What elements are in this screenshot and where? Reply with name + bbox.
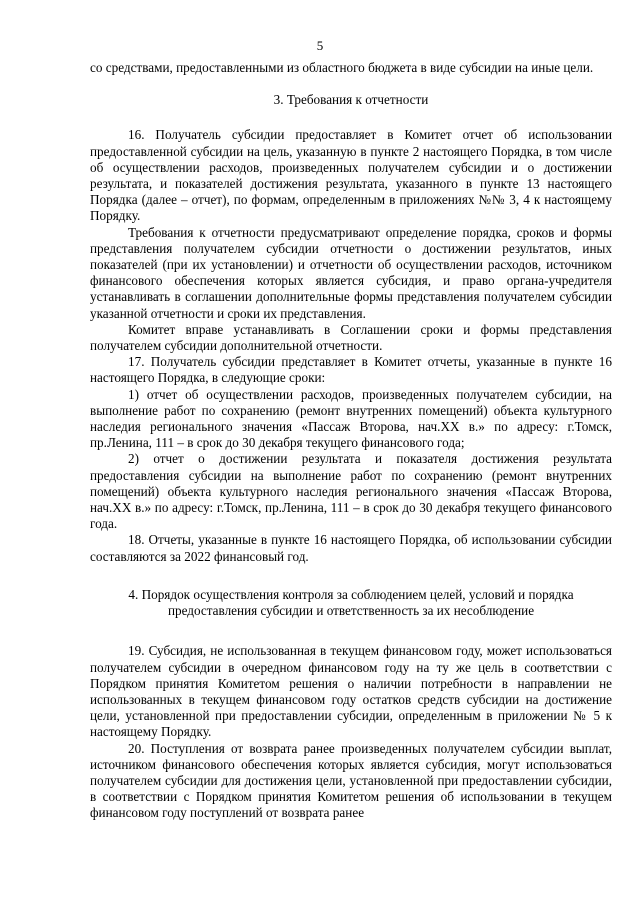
paragraph: 17. Получатель субсидии представляет в Комитет отчеты, указанные в пункте 16 настоящего Порядка, в следующие сроки: — [90, 354, 612, 386]
spacer — [90, 108, 612, 127]
section-heading: 4. Порядок осуществления контроля за соблюдением целей, условий и порядка предоставления субсидии и ответственность за их несоблюдение — [128, 586, 574, 619]
section-heading: 3. Требования к отчетности — [273, 92, 429, 108]
paragraph: 18. Отчеты, указанные в пункте 16 настоящего Порядка, об использовании субсидии составляются за 2022 финансовый год. — [90, 532, 612, 564]
paragraph: 2) отчет о достижении результата и показателя достижения результата предоставления субсидии на выполнение работ по сохранению (ремонт внутренних помещений) объекта культурного наследия регионального значения «Пассаж Второва, нач.XX в.» по адресу: г.Томск, пр.Ленина, 111 – в срок до 30 декабря текущего финансового года. — [90, 451, 612, 532]
paragraph: со средствами, предоставленными из областного бюджета в виде субсидии на иные цели. — [90, 60, 594, 75]
document-body — [90, 60, 612, 822]
paragraph: Комитет вправе устанавливать в Соглашении сроки и формы представления получателем субсидии дополнительной отчетности. — [90, 321, 612, 354]
paragraph: 16. Получатель субсидии предоставляет в Комитет отчет об использовании предоставленной субсидии на цель, указанную в пункте 2 настоящего Порядка, в том числе об осуществлении расходов, произведенных получателем субсидии и о достижении результата, и показателей достижения результата, указанного в пункте 13 настоящего Порядка (далее – отчет), по формам, определенным в приложениях №№ 3, 4 к настоящему Порядку. — [90, 127, 612, 224]
paragraph: 20. Поступления от возврата ранее произведенных получателем субсидии выплат, источником финансового обеспечения которых является субсидия, могут использоваться получателем субсидии для достижения цели, установленной при предоставлении субсидии, в соответствии с Порядком принятия Комитетом решения об использовании в текущем финансовом году поступлений от возврата ранее — [90, 740, 612, 821]
spacer — [90, 619, 612, 643]
spacer — [90, 76, 612, 92]
page-number: 5 — [316, 38, 324, 53]
paragraph: Требования к отчетности предусматривают определение порядка, сроков и формы представления получателем субсидии отчетности о достижении результатов, иных показателей (при их установлении) и отчетности об осуществлении расходов, источником финансового обеспечения которых является субсидия, и право органа-учредителя устанавливать в соглашении дополнительные формы представления получателем субсидии указанной отчетности и сроки их представления. — [90, 224, 612, 321]
paragraph: 19. Субсидия, не использованная в текущем финансовом году, может использоваться получателем субсидии в очередном финансовом году на ту же цель в соответствии с Порядком принятия Комитетом решения о наличии потребности в направлении не использованных в текущем финансовом году остатков средств субсидии на достижение цели, установленной при предоставлении субсидии, определенным в приложении № 5 к настоящему Порядку. — [90, 643, 612, 740]
spacer — [90, 565, 612, 587]
paragraph: 1) отчет об осуществлении расходов, произведенных получателем субсидии, на выполнение работ по сохранению (ремонт внутренних помещений) объекта культурного наследия регионального значения «Пассаж Второва, нач.XX в.» по адресу: г.Томск, пр.Ленина, 111 – в срок до 30 декабря текущего финансового года; — [90, 386, 612, 451]
